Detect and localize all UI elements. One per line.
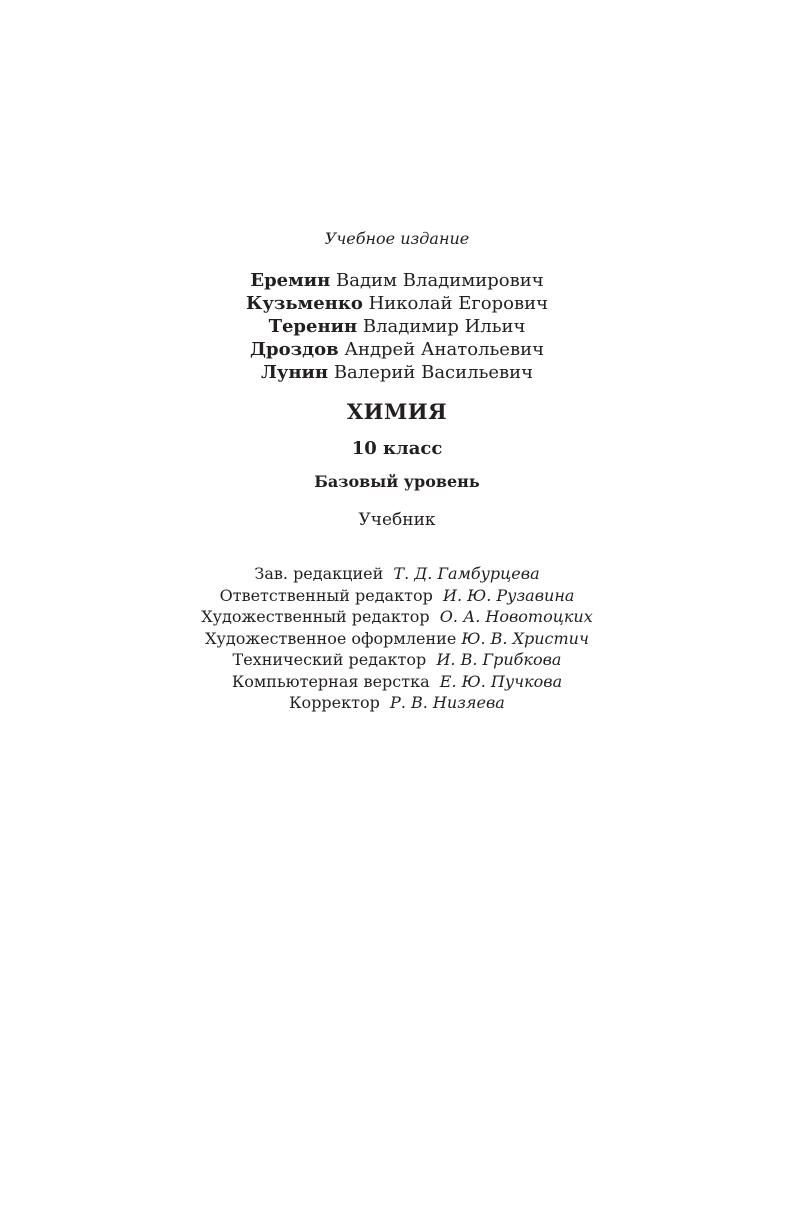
credit-role: Корректор	[289, 693, 380, 712]
credit-name: И. В. Грибкова	[436, 650, 562, 669]
credit-name: Р. В. Низяева	[390, 693, 505, 712]
credit-role: Компьютерная верстка	[231, 671, 430, 691]
authors-list	[0, 269, 794, 384]
editorial-credits	[0, 563, 794, 714]
book-type-label: Учебник	[358, 510, 436, 530]
author-surname: Лунин	[260, 362, 329, 383]
author-surname: Дроздов	[249, 339, 339, 360]
author-surname: Теренин	[268, 316, 358, 337]
author-given-names: Владимир Ильич	[362, 316, 526, 337]
credit-name: Ю. В. Христич	[461, 628, 589, 648]
credit-line	[0, 649, 794, 671]
credit-role: Технический редактор	[232, 650, 427, 669]
credit-line	[0, 585, 794, 607]
book-title: ХИМИЯ	[346, 399, 448, 424]
credit-line	[0, 563, 794, 585]
credit-role: Художественный редактор	[201, 607, 430, 626]
author-line	[0, 292, 794, 315]
level-label: Базовый уровень	[314, 472, 480, 491]
author-line	[0, 361, 794, 384]
credit-line	[0, 692, 794, 714]
credit-name: Т. Д. Гамбурцева	[393, 564, 540, 583]
edition-type: Учебное издание	[324, 229, 470, 248]
author-line	[0, 315, 794, 338]
author-given-names: Николай Егорович	[368, 293, 549, 314]
credit-name: И. Ю. Рузавина	[443, 585, 575, 605]
author-line	[0, 338, 794, 361]
author-given-names: Андрей Анатольевич	[344, 339, 544, 360]
credit-name: Е. Ю. Пучкова	[439, 671, 563, 691]
credit-name: О. А. Новотоцких	[439, 607, 593, 626]
author-given-names: Валерий Васильевич	[333, 362, 534, 383]
credit-role: Художественное оформление	[205, 628, 457, 648]
author-line	[0, 269, 794, 292]
credit-line	[0, 628, 794, 650]
credit-role: Ответственный редактор	[219, 585, 433, 605]
grade-label: 10 класс	[351, 438, 443, 459]
author-surname: Кузьменко	[245, 293, 363, 314]
credit-line	[0, 671, 794, 693]
credit-role: Зав. редакцией	[254, 564, 384, 583]
author-surname: Еремин	[250, 270, 331, 291]
credit-line	[0, 606, 794, 628]
author-given-names: Вадим Владимирович	[336, 270, 544, 291]
